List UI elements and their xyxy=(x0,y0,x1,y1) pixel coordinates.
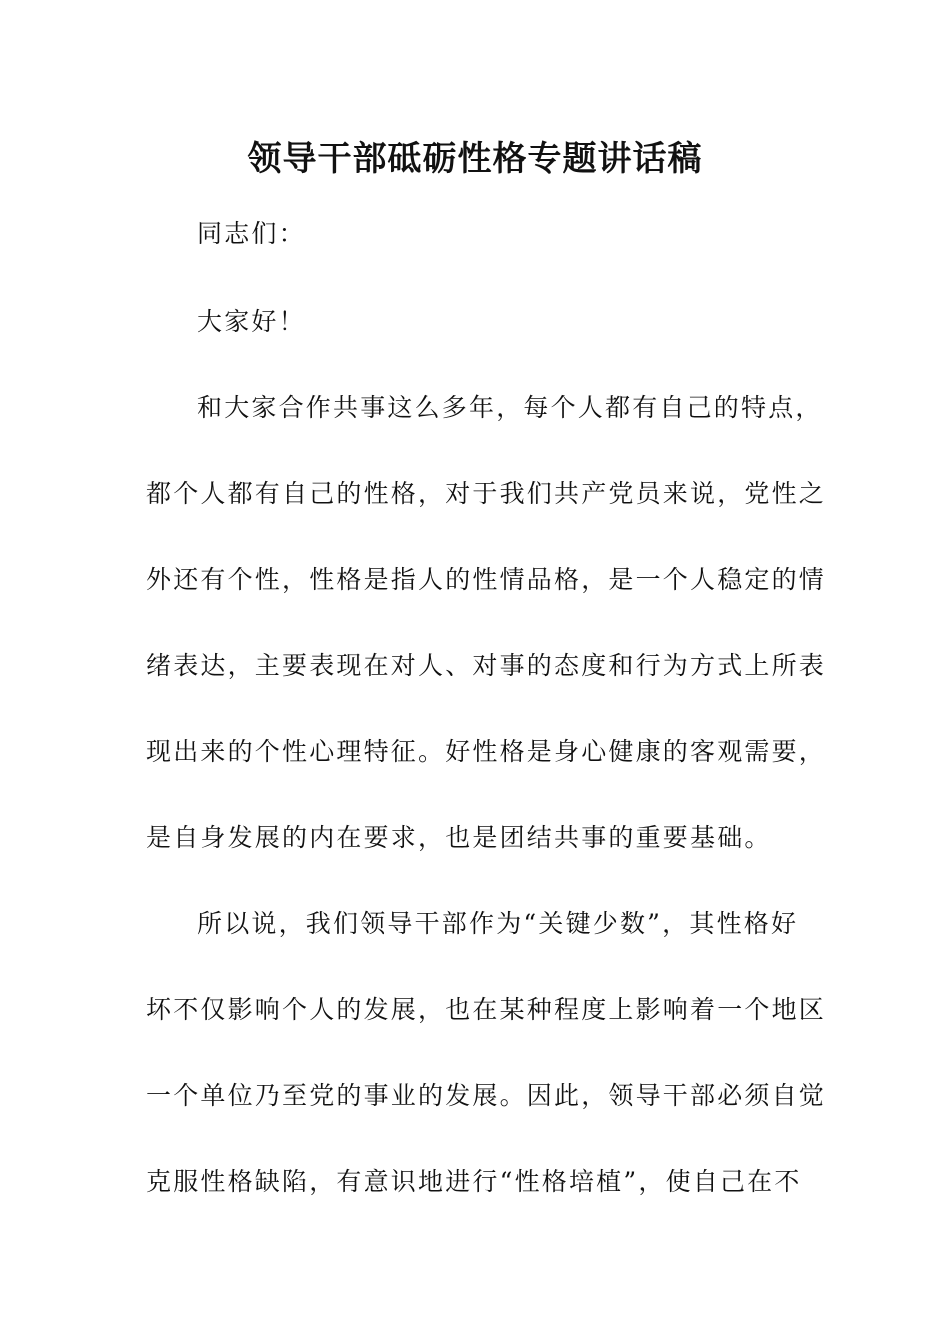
document-title: 领导干部砥砺性格专题讲话稿 xyxy=(247,139,703,179)
paragraph-line: 现出来的个性心理特征。好性格是身心健康的客观需要， xyxy=(146,737,827,766)
paragraph-line: 所以说，我们领导干部作为“关键少数”，其性格好 xyxy=(197,909,799,938)
paragraph-line: 绪表达，主要表现在对人、对事的态度和行为方式上所表 xyxy=(146,651,827,680)
paragraph-line: 坏不仅影响个人的发展，也在某种程度上影响着一个地区 xyxy=(146,995,827,1024)
paragraph-line: 一个单位乃至党的事业的发展。因此，领导干部必须自觉 xyxy=(146,1081,827,1110)
paragraph-line: 都个人都有自己的性格，对于我们共产党员来说，党性之 xyxy=(146,479,827,508)
greeting-line: 大家好！ xyxy=(197,307,306,336)
paragraph-line: 克服性格缺陷，有意识地进行“性格培植”，使自己在不 xyxy=(146,1167,802,1196)
paragraph-line: 和大家合作共事这么多年，每个人都有自己的特点， xyxy=(197,393,823,422)
paragraph-line: 外还有个性，性格是指人的性情品格，是一个人稳定的情 xyxy=(146,565,827,594)
paragraph-line: 是自身发展的内在要求，也是团结共事的重要基础。 xyxy=(146,823,772,852)
salutation-line: 同志们： xyxy=(197,219,306,248)
